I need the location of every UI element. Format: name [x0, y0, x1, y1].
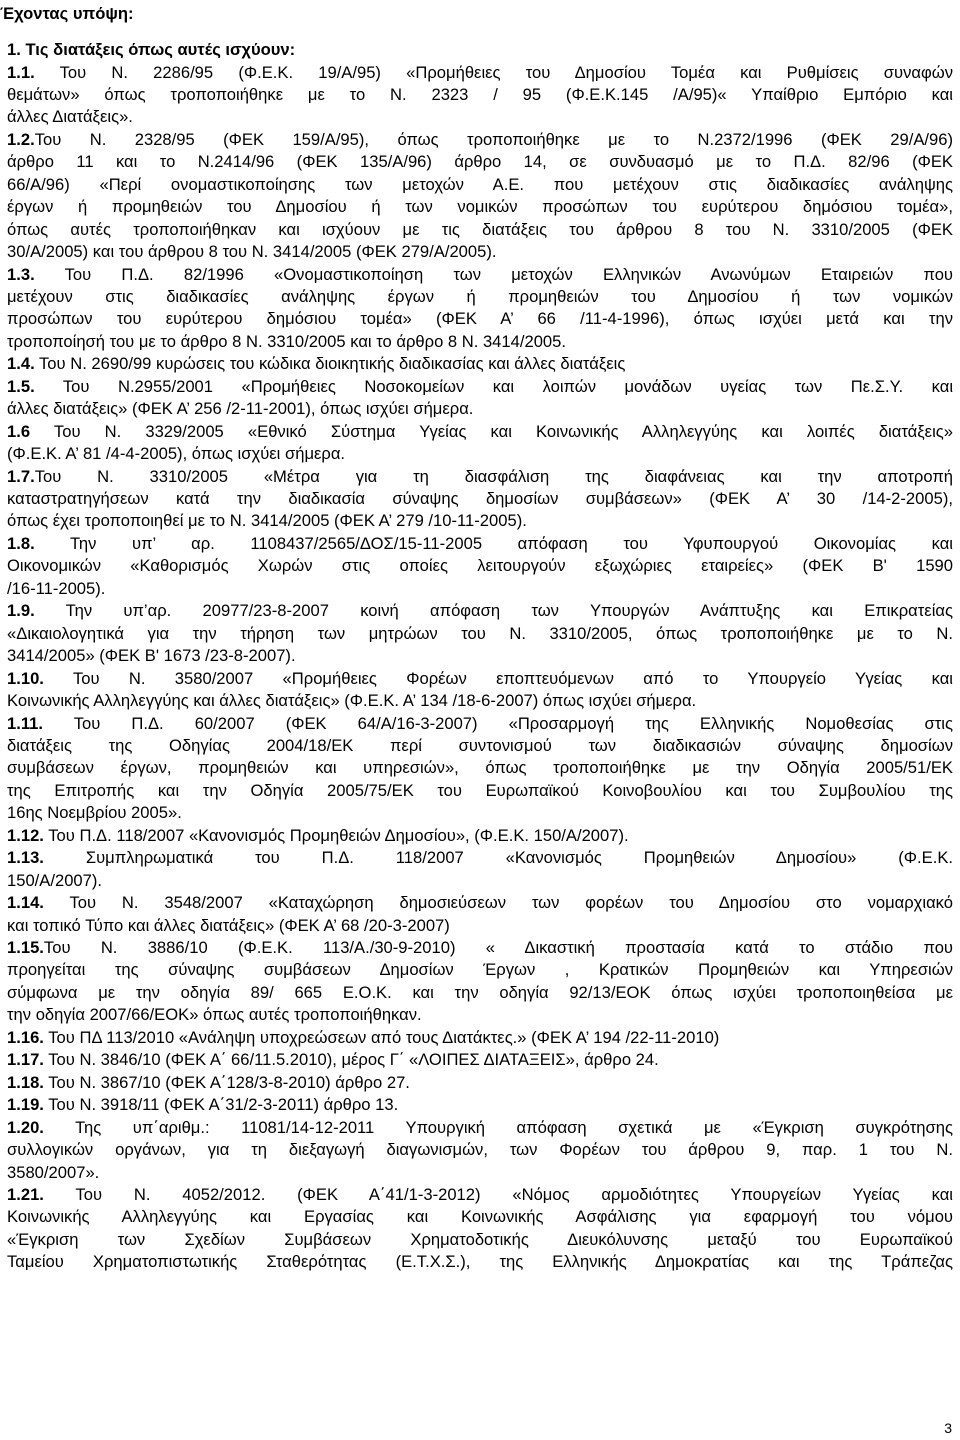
item-text: «Δικαιολογητικά για την τήρηση των μητρώων του Ν. 3310/2005, όπως τροποποιήθηκε με το Ν.: [7, 623, 953, 643]
item-number: 1.9.: [7, 601, 35, 621]
item-text: Του Ν. 2690/99 κυρώσεις του κώδικα διοικητικής διαδικασίας και άλλες διατάξεις: [34, 354, 626, 374]
list-item-continuation: [7, 802, 953, 824]
list-item: [7, 1117, 953, 1139]
item-number: 1.4.: [7, 354, 35, 374]
list-item: [7, 937, 953, 959]
list-item-continuation: [7, 174, 953, 196]
list-item-continuation: [7, 1251, 953, 1273]
item-text: Την υπ’αρ. 20977/23-8-2007 κοινή απόφαση των Υπουργών Ανάπτυξης και Επικρατείας: [34, 601, 953, 621]
list-item: [7, 421, 953, 443]
item-text: της Επιτροπής και την Οδηγία 2005/75/ΕΚ του Ευρωπαϊκού Κοινοβουλίου και του Συμβουλίου της: [7, 780, 953, 800]
item-number: 1.12.: [7, 825, 44, 845]
item-number: 1.6: [7, 421, 31, 441]
list-item: [7, 466, 953, 488]
item-text: Του Ν. 3329/2005 «Εθνικό Σύστημα Υγείας και Κοινωνικής Αλληλεγγύης και λοιπές διατάξεις»: [30, 421, 953, 441]
item-number: 1.8.: [7, 533, 35, 553]
item-number: 1.7.: [7, 466, 35, 486]
item-text: την οδηγία 2007/66/ΕΟΚ» όπως αυτές τροποποιήθηκαν.: [7, 1005, 422, 1025]
item-number: 1.19.: [7, 1095, 44, 1115]
list-item: [7, 129, 953, 151]
item-number: 1.3.: [7, 264, 35, 284]
list-item-continuation: [7, 196, 953, 218]
list-item: [7, 1184, 953, 1206]
item-text: Κοινωνικής Αλληλεγγύης και άλλες διατάξεις» (Φ.Ε.Κ. Α’ 134 /18-6-2007) όπως ισχύει σήμερα.: [7, 691, 697, 710]
list-item-continuation: [7, 959, 953, 981]
item-text: (Φ.Ε.Κ. Α’ 81 /4-4-2005), όπως ισχύει σήμερα.: [7, 444, 346, 464]
item-number: 1.5.: [7, 376, 35, 396]
item-text: Του Ν. 2328/95 (ΦΕΚ 159/Α/95), όπως τροποποιήθηκε με το Ν.2372/1996 (ΦΕΚ 29/Α/96): [34, 129, 953, 149]
list-item-continuation: [7, 735, 953, 757]
list-item-continuation: [7, 219, 953, 241]
page-heading: Έχοντας υπόψη:: [0, 4, 134, 23]
item-text: διατάξεις της Οδηγίας 2004/18/ΕΚ περί συντονισμού των διαδικασιών σύναψης δημοσίων: [7, 735, 953, 755]
list-item-continuation: [7, 241, 953, 263]
item-text: όπως έχει τροποποιηθεί με το Ν. 3414/2005 (ΦΕΚ Α’ 279 /10-11-2005).: [7, 511, 527, 531]
list-item: [7, 1027, 953, 1049]
item-number: 1.2.: [7, 129, 35, 149]
item-text: Του Ν. 3886/10 (Φ.Ε.Κ. 113/Α./30-9-2010) « Δικαστική προστασία κατά το στάδιο που: [43, 938, 953, 957]
item-text: έργων ή προμηθειών του Δημοσίου ή των νομικών προσώπων του ευρύτερου δημόσιου τομέα»,: [7, 197, 953, 217]
list-item-continuation: [7, 1206, 953, 1228]
item-text: μετέχουν στις διαδικασίες ανάληψης έργων ή προμηθειών του Δημοσίου ή των νομικών: [7, 286, 953, 306]
list-item-continuation: [7, 982, 953, 1004]
item-number: 1.21.: [7, 1185, 44, 1204]
list-item-continuation: [7, 757, 953, 779]
item-text: σύμφωνα με την οδηγία 89/ 665 Ε.Ο.Κ. και την οδηγία 92/13/ΕΟΚ όπως ισχύει τροποποιηθείσα με: [7, 982, 953, 1002]
list-item-continuation: [7, 555, 953, 577]
item-text: καταστρατηγήσεων κατά την διαδικασία σύναψης δημοσίων συμβάσεων» (ΦΕΚ Α’ 30 /14-2-2005),: [7, 489, 953, 508]
item-text: 3580/2007».: [7, 1162, 100, 1182]
list-item: [7, 1049, 953, 1071]
item-text: άρθρο 11 και το Ν.2414/96 (ΦΕΚ 135/Α/96) άρθρο 14, σε συνδυασμό με το Π.Δ. 82/96 (ΦΕΚ: [7, 152, 953, 172]
item-text: Ταμείου Χρηματοπιστωτικής Σταθερότητας (Ε.Τ.Χ.Σ.), της Ελληνικής Δημοκρατίας και της Τράπεζας: [7, 1252, 953, 1272]
list-item-continuation: [7, 623, 953, 645]
item-text: Του Ν. 3867/10 (ΦΕΚ Α΄128/3-8-2010) άρθρο 27.: [43, 1072, 410, 1092]
item-text: 150/Α/2007).: [7, 870, 103, 890]
item-text: συλλογικών οργάνων, για τη διεξαγωγή διαγωνισμών, των Φορέων του άρθρου 9, παρ. 1 του Ν.: [7, 1140, 953, 1159]
item-number: 1.10.: [7, 668, 44, 688]
list-item: [7, 353, 953, 375]
list-item: [7, 713, 953, 735]
list-item-continuation: [7, 398, 953, 420]
list-item-continuation: [7, 870, 953, 892]
item-text: 16ης Νοεμβρίου 2005».: [7, 803, 182, 823]
list-item: [7, 39, 953, 61]
item-text: Του Ν. 3310/2005 «Μέτρα για τη διασφάλιση της διαφάνειας και την αποτροπή: [34, 466, 953, 486]
item-text: Τις διατάξεις όπως αυτές ισχύουν:: [20, 40, 296, 59]
list-item: [7, 1072, 953, 1094]
list-item-continuation: [7, 510, 953, 532]
item-number: 1.: [7, 40, 21, 59]
list-item: [7, 892, 953, 914]
item-text: Του Ν.2955/2001 «Προμήθειες Νοσοκομείων και λοιπών μονάδων υγείας των Πε.Σ.Υ. και: [34, 376, 953, 396]
list-item: [7, 668, 953, 690]
item-text: και τοπικό Τύπο και άλλες διατάξεις» (ΦΕΚ Α’ 68 /20-3-2007): [7, 915, 450, 935]
item-number: 1.1.: [7, 62, 35, 82]
list-item-continuation: [7, 1004, 953, 1026]
item-text: Συμπληρωματικά του Π.Δ. 118/2007 «Κανονισμός Προμηθειών Δημοσίου» (Φ.Ε.Κ.: [43, 848, 953, 868]
list-item: [7, 62, 953, 84]
page-number: 3: [944, 1420, 952, 1436]
item-number: 1.14.: [7, 893, 44, 913]
item-text: Του Ν. 2286/95 (Φ.Ε.Κ. 19/Α/95) «Προμήθειες του Δημοσίου Τομέα και Ρυθμίσεις συναφών: [34, 62, 953, 82]
list-item-continuation: [7, 84, 953, 106]
item-text: 66/Α/96) «Περί ονομαστικοποίησης των μετοχών Α.Ε. που μετέχουν στις διαδικασίες ανάληψης: [7, 174, 953, 194]
list-item-continuation: [7, 488, 953, 510]
item-text: Οικονομικών «Καθορισμός Χωρών στις οποίες λειτουργούν εξωχώριες εταιρείες» (ΦΕΚ Β' 1590: [7, 556, 953, 576]
item-text: /16-11-2005).: [7, 578, 106, 598]
list-item-continuation: [7, 443, 953, 465]
item-text: Του Π.Δ. 118/2007 «Κανονισμός Προμηθειών Δημοσίου», (Φ.Ε.Κ. 150/Α/2007).: [43, 825, 629, 845]
item-text: Του Π.Δ. 60/2007 (ΦΕΚ 64/Α/16-3-2007) «Προσαρμογή της Ελληνικής Νομοθεσίας στις: [43, 713, 953, 733]
item-number: 1.20.: [7, 1117, 44, 1137]
list-item: [7, 1094, 953, 1116]
list-item-continuation: [7, 915, 953, 937]
item-number: 1.18.: [7, 1072, 44, 1092]
list-item: [7, 825, 953, 847]
item-text: θεμάτων» όπως τροποποιήθηκε με το Ν. 2323 / 95 (Φ.Ε.Κ.145 /Α/95)« Υπαίθριο Εμπόριο και: [7, 84, 953, 104]
list-item-continuation: [7, 1139, 953, 1161]
list-item: [7, 847, 953, 869]
item-number: 1.16.: [7, 1027, 44, 1047]
item-text: Κοινωνικής Αλληλεγγύης και Εργασίας και Κοινωνικής Ασφάλισης για εφαρμογή του νόμου: [7, 1207, 953, 1227]
list-item: [7, 376, 953, 398]
item-text: Του Ν. 4052/2012. (ΦΕΚ Α΄41/1-3-2012) «Νόμος αρμοδιότητες Υπουργείων Υγείας και: [43, 1185, 953, 1204]
list-item-continuation: [7, 645, 953, 667]
list-item-continuation: [7, 578, 953, 600]
item-text: Του ΠΔ 113/2010 «Ανάληψη υποχρεώσεων από τους Διατάκτες.» (ΦΕΚ Α’ 194 /22-11-2010): [43, 1027, 720, 1047]
item-number: 1.17.: [7, 1050, 44, 1070]
item-text: Του Ν. 3580/2007 «Προμήθειες Φορέων εποπτευόμενων από το Υπουργείο Υγείας και: [43, 668, 953, 688]
list-item-continuation: [7, 1229, 953, 1251]
list-item-continuation: [7, 1162, 953, 1184]
list-item-continuation: [7, 780, 953, 802]
item-text: «Έγκριση των Σχεδίων Συμβάσεων Χρηματοδοτικής Διευκόλυνσης μεταξύ του Ευρωπαϊκού: [7, 1229, 953, 1249]
list-item-continuation: [7, 286, 953, 308]
list-item-continuation: [7, 151, 953, 173]
list-item: [7, 600, 953, 622]
item-text: άλλες διατάξεις» (ΦΕΚ Α’ 256 /2-11-2001), όπως ισχύει σήμερα.: [7, 399, 474, 419]
item-text: Του Π.Δ. 82/1996 «Ονομαστικοποίηση των μετοχών Ελληνικών Ανωνύμων Εταιρειών που: [34, 264, 953, 284]
item-text: προσώπων του ευρύτερου δημόσιου τομέα» (ΦΕΚ Α’ 66 /11-4-1996), όπως ισχύει μετά και την: [7, 309, 953, 329]
item-text: Της υπ΄αριθμ.: 11081/14-12-2011 Υπουργική απόφαση σχετικά με «Έγκριση συγκρότησης: [43, 1117, 953, 1137]
item-text: όπως αυτές τροποποιήθηκαν και ισχύουν με τις διατάξεις του άρθρου 8 του Ν. 3310/2005 (ΦΕΚ: [7, 219, 953, 239]
item-text: Του Ν. 3548/2007 «Καταχώρηση δημοσιεύσεων των φορέων του Δημοσίου στο νομαρχιακό: [43, 893, 953, 913]
item-text: Την υπ’ αρ. 1108437/2565/ΔΟΣ/15-11-2005 απόφαση του Υφυπουργού Οικονομίας και: [34, 533, 953, 553]
item-text: τροποποίησή του με το άρθρο 8 Ν. 3310/2005 και το άρθρο 8 Ν. 3414/2005.: [7, 331, 567, 351]
list-item: [7, 533, 953, 555]
item-number: 1.13.: [7, 848, 44, 868]
list-item-continuation: [7, 331, 953, 353]
list-item-continuation: [7, 690, 953, 712]
item-text: συμβάσεων έργων, προμηθειών και υπηρεσιών», όπως τροποποιήθηκε με την Οδηγία 2005/51/ΕΚ: [7, 758, 953, 778]
item-text: προηγείται της σύναψης συμβάσεων Δημοσίων Έργων , Κρατικών Προμηθειών και Υπηρεσιών: [7, 960, 953, 980]
item-text: 3414/2005» (ΦΕΚ Β' 1673 /23-8-2007).: [7, 646, 296, 666]
item-text: 30/Α/2005) και του άρθρου 8 του Ν. 3414/2005 (ΦΕΚ 279/Α/2005).: [7, 242, 497, 261]
list-item-continuation: [7, 308, 953, 330]
list-item: [7, 264, 953, 286]
item-text: άλλες Διατάξεις».: [7, 107, 133, 127]
list-item-continuation: [7, 106, 953, 128]
item-text: Του Ν. 3918/11 (ΦΕΚ Α΄31/2-3-2011) άρθρο 13.: [43, 1095, 399, 1115]
item-number: 1.11.: [7, 713, 43, 733]
item-text: Του Ν. 3846/10 (ΦΕΚ Α΄ 66/11.5.2010), μέρος Γ΄ «ΛΟΙΠΕΣ ΔΙΑΤΑΞΕΙΣ», άρθρο 24.: [43, 1050, 659, 1070]
item-number: 1.15.: [7, 938, 44, 957]
